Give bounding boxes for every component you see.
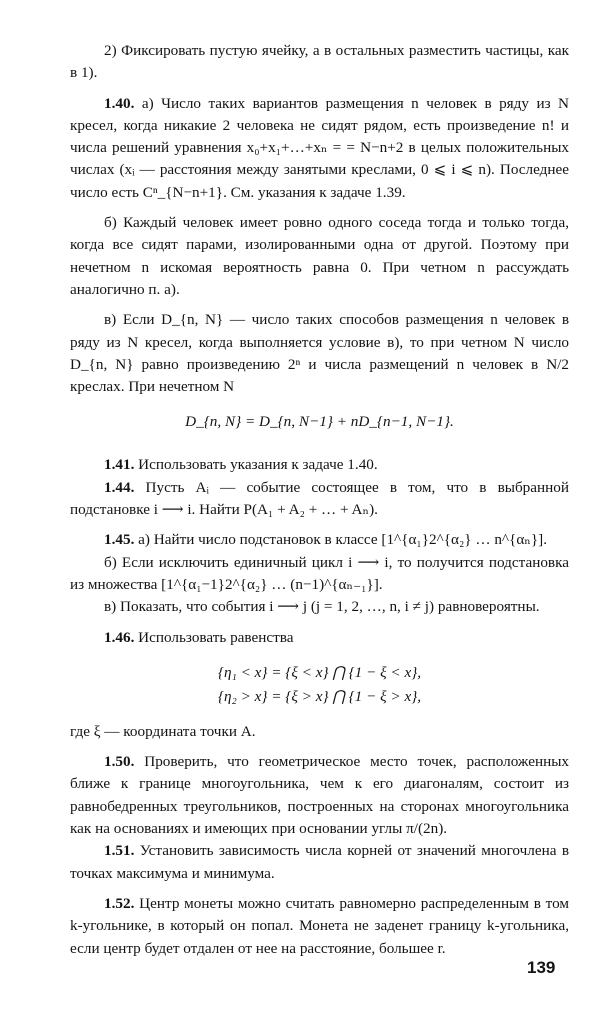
problem-number: 1.50. <box>104 753 135 771</box>
equation-line-2: {η₂ > x} = {ξ > x} ⋂ {1 − ξ > x}, <box>217 687 422 705</box>
problem-number: 1.40. <box>104 94 135 112</box>
paragraph-text: Пусть Aᵢ — событие состоящее в том, что в выбранной подстановке i ⟶ i. Найти P(A₁ + A₂ + … + Aₙ). <box>70 478 569 519</box>
paragraph-1-45-b: б) Если исключить единичный цикл i ⟶ i, то получится подстановка из множества [1^{α₁−1}2^{α₂} … (n−1)^{αₙ₋₁}]. <box>70 553 569 593</box>
problem-number: 1.44. <box>104 478 135 496</box>
paragraph-1-44 <box>70 477 569 522</box>
paragraph-text: Проверить, что геометрическое место точек, расположенных ближе к границе многоугольника, чем к его диагоналям, состоит из равнобедренных треугольников, построенных на сторонах многоугольника как на основаниях и имеющих при основании углы π/(2n). <box>70 753 570 838</box>
equation-line: D_{n, N} = D_{n, N−1} + nD_{n−1, N−1}. <box>185 413 454 431</box>
page-body <box>70 40 569 960</box>
paragraph-text: Установить зависимость числа корней от значений многочлена в точках максимума и минимума. <box>70 842 569 882</box>
problem-number: 1.46. <box>104 628 135 646</box>
page-number: 139 <box>527 958 556 977</box>
problem-number: 1.45. <box>104 531 135 549</box>
paragraph-1-40-c: в) Если D_{n, N} — число таких способов размещения n человек в ряду из N кресел, когда выполняется условие в), то при четном N число D_{n, N} равно произведению 2ⁿ и числа размещений n человек в N/2 креслах. При нечетном N <box>70 311 569 396</box>
paragraph-text: а) Найти число подстановок в классе [1^{α₁}2^{α₂} … n^{αₙ}]. <box>138 531 548 549</box>
paragraph-1-46 <box>70 627 569 649</box>
equation-1-40 <box>70 410 569 434</box>
paragraph-text: Использовать равенства <box>138 628 294 646</box>
paragraph-1-45-a <box>70 529 569 551</box>
paragraph-1-46-after: где ξ — координата точки A. <box>70 722 256 740</box>
paragraph-text: а) Число таких вариантов размещения n человек в ряду из N кресел, когда никакие 2 человека не сидят рядом, есть произведение n! и числа решений уравнения x₀+x₁+…+xₙ = = N−n+2 в целых положительных числах (xᵢ — расстояния между занятыми креслами, 0 ⩽ i ⩽ n). Последнее число есть Cⁿ_{N−n+1}. См. указания к задаче 1.39. <box>70 94 569 201</box>
paragraph-text: Центр монеты можно считать равномерно распределенным в том k-угольнике, в который он попал. Монета не заденет границу k-угольника, если центр будет отдален от нее на расстояние, большее r. <box>70 894 570 957</box>
paragraph-1-52 <box>70 893 569 960</box>
problem-number: 1.51. <box>104 842 135 860</box>
paragraph-1-39-cont: 2) Фиксировать пустую ячейку, а в остальных разместить частицы, как в 1). <box>70 42 569 82</box>
equation-line-1: {η₁ < x} = {ξ < x} ⋂ {1 − ξ < x}, <box>217 663 422 681</box>
problem-number: 1.41. <box>104 456 135 474</box>
equation-1-46 <box>70 661 569 709</box>
paragraph-1-40-a <box>70 93 569 204</box>
paragraph-1-50 <box>70 751 569 840</box>
paragraph-1-41 <box>70 454 569 476</box>
paragraph-1-51 <box>70 840 569 885</box>
paragraph-text: Использовать указания к задаче 1.40. <box>138 456 378 474</box>
problem-number: 1.52. <box>104 894 135 912</box>
paragraph-1-40-b: б) Каждый человек имеет ровно одного соседа тогда и только тогда, когда все сидят парами, изолированными одна от другой. Поэтому при нечетном n искомая вероятность равна 0. При четном n рассуждать аналогично п. а). <box>70 214 569 298</box>
paragraph-1-45-c: в) Показать, что события i ⟶ j (j = 1, 2, …, n, i ≠ j) равновероятны. <box>104 598 540 616</box>
